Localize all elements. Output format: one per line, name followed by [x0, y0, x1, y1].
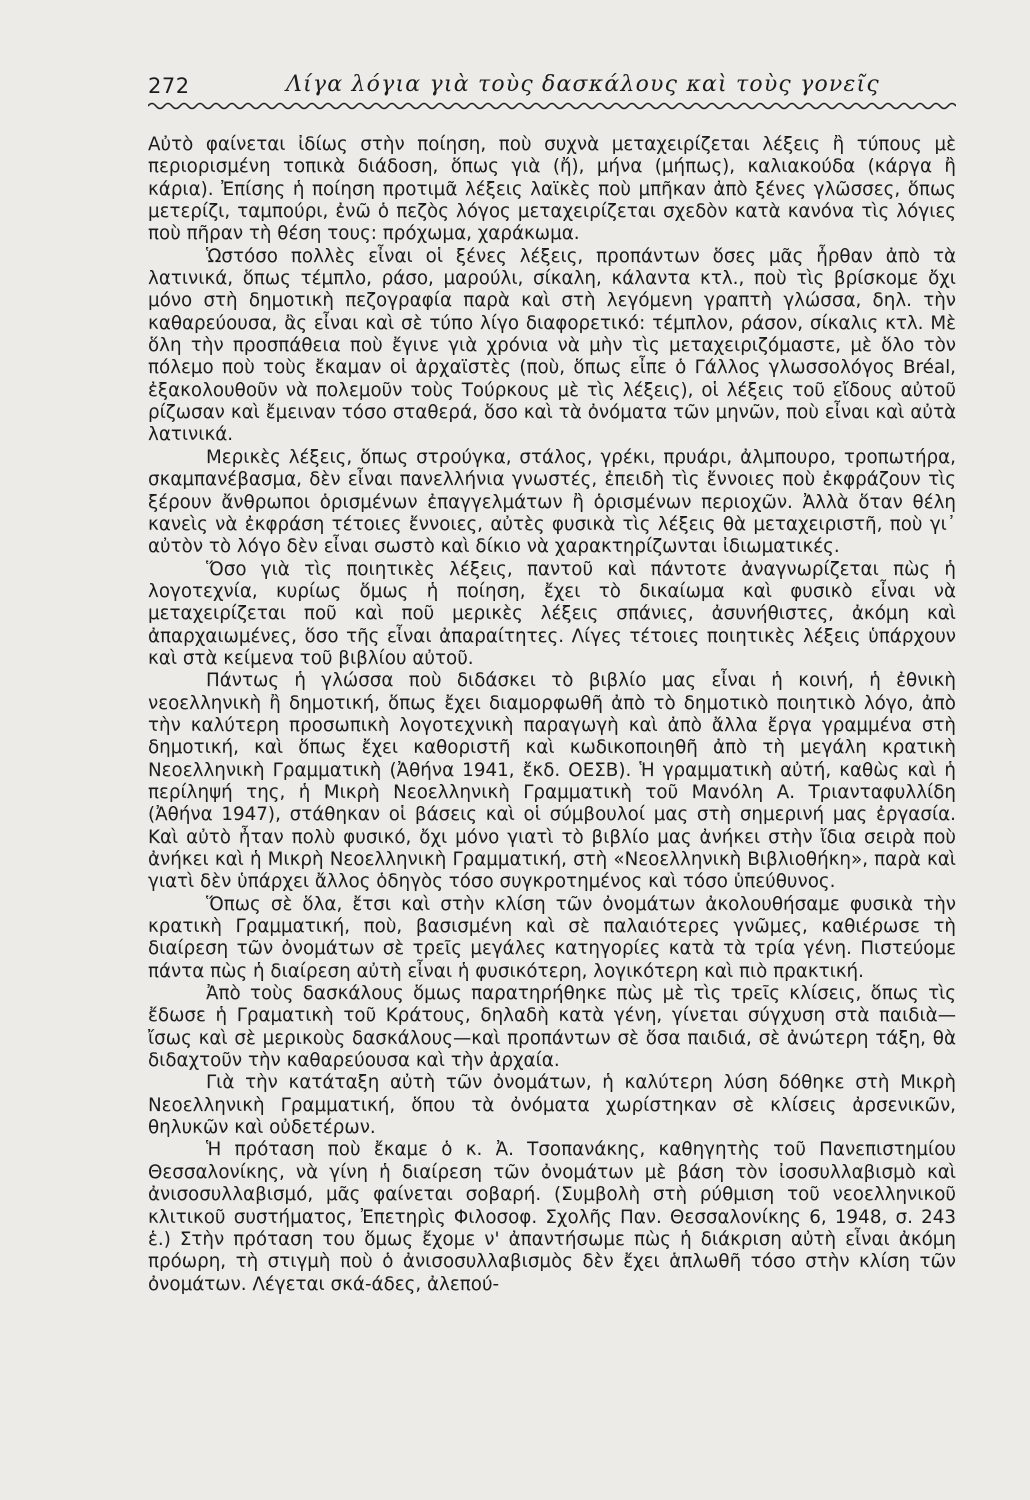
- page-header: [148, 70, 956, 110]
- page-number: 272: [148, 74, 190, 98]
- paragraph: Μερικὲς λέξεις, ὅπως στρούγκα, στάλος, γρέκι, πρυάρι, ἀλμπουρο, τροπωτήρα, σκαμπανέβασμα, δὲν εἶναι πανελλήνια γνωστές, ἐπειδὴ τὶς ἔννοιες ποὺ ἐκφράζουν τὶς ξέρουν ἄνθρωποι ὁρισμένων ἐπαγγελμάτων ἢ ὁρισμένων περιοχῶν. Ἀλλὰ ὅταν θέλη κανεὶς νὰ ἐκφράση τέτοιες ἔννοιες, αὐτὲς φυσικὰ τὶς λέξεις θὰ μεταχειριστῆ, ποὺ γι᾿ αὐτὸν τὸ λόγο δὲν εἶναι σωστὸ καὶ δίκιο νὰ χαρακτηρίζωνται ἰδιωματικές.: [148, 446, 956, 558]
- paragraph: Ὅπως σὲ ὅλα, ἔτσι καὶ στὴν κλίση τῶν ὀνομάτων ἀκολουθήσαμε φυσικὰ τὴν κρατικὴ Γραμματική, ποὺ, βασισμένη καὶ σὲ παλαιότερες γνῶμες, καθιέρωσε τὴ διαίρεση τῶν ὀνομάτων σὲ τρεῖς μεγάλες κατηγορίες κατὰ τὰ τρία γένη. Πιστεύομε πάντα πὼς ἡ διαίρεση αὐτὴ εἶναι ἡ φυσικότερη, λογικότερη καὶ πιὸ πρακτική.: [148, 893, 956, 982]
- paragraph: Ὅσο γιὰ τὶς ποιητικὲς λέξεις, παντοῦ καὶ πάντοτε ἀναγνωρίζεται πὼς ἡ λογοτεχνία, κυρίως ὅμως ἡ ποίηση, ἔχει τὸ δικαίωμα καὶ φυσικὸ εἶναι νὰ μεταχειρίζεται ποῦ καὶ ποῦ μερικὲς λέξεις σπάνιες, ἀσυνήθιστες, ἀκόμη καὶ ἀπαρχαιωμένες, ὅσο τῆς εἶναι ἀπαραίτητες. Λίγες τέτοιες ποιητικὲς λέξεις ὑπάρχουν καὶ στὰ κείμενα τοῦ βιβλίου αὐτοῦ.: [148, 558, 956, 669]
- body-text: [148, 134, 956, 1296]
- paragraph: Ἡ πρόταση ποὺ ἔκαμε ὁ κ. Ἀ. Τσοπανάκης, καθηγητὴς τοῦ Πανεπιστημίου Θεσσαλονίκης, νὰ γίνη ἡ διαίρεση τῶν ὀνομάτων μὲ βάση τὸν ἰσοσυλλαβισμὸ καὶ ἀνισοσυλλαβισμό, μᾶς φαίνεται σοβαρή. (Συμβολὴ στὴ ρύθμιση τοῦ νεοελληνικοῦ κλιτικοῦ συστήματος, Ἐπετηρὶς Φιλοσοφ. Σχολῆς Παν. Θεσσαλονίκης 6, 1948, σ. 243 ἑ.) Στὴν πρόταση του ὅμως ἔχομε ν' ἀπαντήσωμε πὼς ἡ διάκριση αὐτὴ εἶναι ἀκόμη πρόωρη, τὴ στιγμὴ ποὺ ὁ ἀνισοσυλλαβισμὸς δὲν ἔχει ἁπλωθῆ τόσο στὴν κλίση τῶν ὀνομάτων. Λέγεται σκά-άδες, ἀλεπού-: [148, 1139, 956, 1295]
- running-title: Λίγα λόγια γιὰ τοὺς δασκάλους καὶ τοὺς γονεῖς: [286, 72, 880, 97]
- paragraph: Ὡστόσο πολλὲς εἶναι οἱ ξένες λέξεις, προπάντων ὅσες μᾶς ἦρθαν ἀπὸ τὰ λατινικά, ὅπως τέμπλο, ράσο, μαρούλι, σίκαλη, κάλαντα κτλ., ποὺ τὶς βρίσκομε ὄχι μόνο στὴ δημοτικὴ πεζογραφία παρὰ καὶ στὴ λεγόμενη γραπτὴ γλώσσα, δηλ. τὴν καθαρεύουσα, ἂς εἶναι καὶ σὲ τύπο λίγο διαφορετικό: τέμπλον, ράσον, σίκαλις κτλ. Μὲ ὅλη τὴν προσπάθεια ποὺ ἔγινε γιὰ χρόνια νὰ μὴν τὶς μεταχειριζόμαστε, μὲ ὅλο τὸν πόλεμο ποὺ τοὺς ἔκαμαν οἱ ἀρχαϊστὲς (ποὺ, ὅπως εἶπε ὁ Γάλλος γλωσσολόγος Bréal, ἐξακολουθοῦν νὰ πολεμοῦν τοὺς Τούρκους μὲ τὶς λέξεις), οἱ λέξεις τοῦ εἴδους αὐτοῦ ρίζωσαν καὶ ἔμειναν τόσο σταθερά, ὅσο καὶ τὰ ὀνόματα τῶν μηνῶν, ποὺ εἶναι καὶ αὐτὰ λατινικά.: [148, 245, 956, 446]
- paragraph: Ἀπὸ τοὺς δασκάλους ὅμως παρατηρήθηκε πὼς μὲ τὶς τρεῖς κλίσεις, ὅπως τὶς ἔδωσε ἡ Γραματικὴ τοῦ Κράτους, δηλαδὴ κατὰ γένη, γίνεται σύγχυση στὰ παιδιὰ—ἴσως καὶ σὲ μερικοὺς δασκάλους—καὶ προπάντων σὲ ὅσα παιδιά, σὲ ἀνώτερη τάξη, θὰ διδαχτοῦν τὴν καθαρεύουσα καὶ τὴν ἀρχαία.: [148, 983, 956, 1072]
- header-wavy-rule: [148, 100, 956, 112]
- paragraph: Πάντως ἡ γλώσσα ποὺ διδάσκει τὸ βιβλίο μας εἶναι ἡ κοινή, ἡ ἐθνικὴ νεοελληνικὴ ἢ δημοτική, ὅπως ἔχει διαμορφωθῆ ἀπὸ τὸ δημοτικὸ ποιητικὸ λόγο, ἀπὸ τὴν καλύτερη προσωπικὴ λογοτεχνικὴ παραγωγὴ καὶ ἀπὸ ἄλλα ἔργα γραμμένα στὴ δημοτική, καὶ ὅπως ἔχει καθοριστῆ καὶ κωδικοποιηθῆ ἀπὸ τὴ μεγάλη κρατικὴ Νεοελληνικὴ Γραμματικὴ (Ἀθήνα 1941, ἔκδ. ΟΕΣΒ). Ἡ γραμματικὴ αὐτή, καθὼς καὶ ἡ περίληψή της, ἡ Μικρὴ Νεοελληνικὴ Γραμματικὴ τοῦ Μανόλη Α. Τριανταφυλλίδη (Ἀθήνα 1947), στάθηκαν οἱ βάσεις καὶ οἱ σύμβουλοί μας στὴ σημερινή μας ἐργασία. Καὶ αὐτὸ ἦταν πολὺ φυσικό, ὄχι μόνο γιατὶ τὸ βιβλίο μας ἀνήκει στὴν ἴδια σειρὰ ποὺ ἀνήκει καὶ ἡ Μικρὴ Νεοελληνικὴ Γραμματική, στὴ «Νεοελληνικὴ Βιβλιοθήκη», παρὰ καὶ γιατὶ δὲν ὑπάρχει ἄλλος ὁδηγὸς τόσο συγκροτημένος καὶ τόσο ὑπεύθυνος.: [148, 670, 956, 893]
- paragraph: Αὐτὸ φαίνεται ἰδίως στὴν ποίηση, ποὺ συχνὰ μεταχειρίζεται λέξεις ἢ τύπους μὲ περιορισμένη τοπικὰ διάδοση, ὅπως γιὰ (ἤ), μήνα (μήπως), καλιακούδα (κάργα ἢ κάρια). Ἐπίσης ἡ ποίηση προτιμᾶ λέξεις λαϊκὲς ποὺ μπῆκαν ἀπὸ ξένες γλῶσσες, ὅπως μετερίζι, ταμπούρι, ἐνῶ ὁ πεζὸς λόγος μεταχειρίζεται σχεδὸν κατὰ κανόνα τὶς λόγιες ποὺ πῆραν τὴ θέση τους: πρόχωμα, χαράκωμα.: [148, 134, 956, 245]
- paragraph: Γιὰ τὴν κατάταξη αὐτὴ τῶν ὀνομάτων, ἡ καλύτερη λύση δόθηκε στὴ Μικρὴ Νεοελληνικὴ Γραμματική, ὅπου τὰ ὀνόματα χωρίστηκαν σὲ κλίσεις ἀρσενικῶν, θηλυκῶν καὶ οὐδετέρων.: [148, 1072, 956, 1139]
